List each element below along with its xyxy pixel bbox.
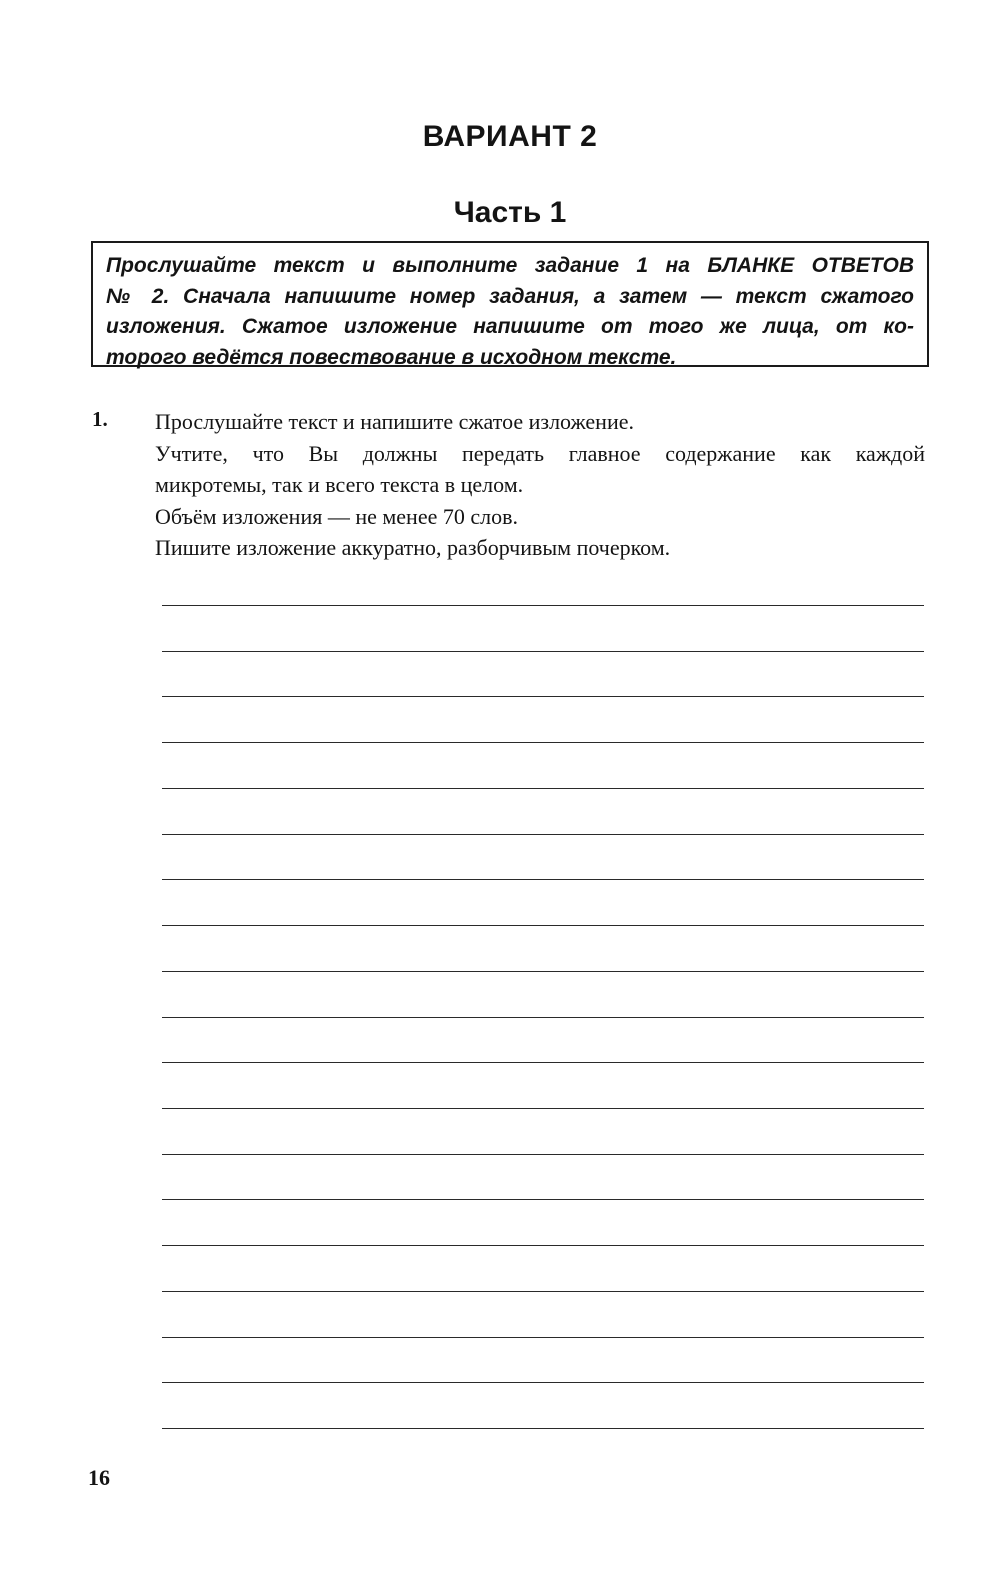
answer-line[interactable] [162,742,924,743]
answer-line[interactable] [162,1154,924,1155]
instruction-line: торого ведётся повествование в исходном тексте. [106,345,677,369]
answer-line[interactable] [162,879,924,880]
answer-line[interactable] [162,1245,924,1246]
answer-line[interactable] [162,605,924,606]
answer-line[interactable] [162,788,924,789]
answer-line[interactable] [162,1108,924,1109]
task-line: Учтите, что Вы должны передать главное содержание как каждой [155,440,925,466]
instruction-line: Прослушайте текст и выполните задание 1 на БЛАНКЕ ОТВЕТОВ [106,254,914,277]
answer-line[interactable] [162,1199,924,1200]
answer-line[interactable] [162,1428,924,1429]
answer-line[interactable] [162,1337,924,1338]
task-line: Прослушайте текст и напишите сжатое изложение. [155,409,634,434]
task-line: Объём изложения — не менее 70 слов. [155,503,518,529]
variant-title: ВАРИАНТ 2 [422,120,598,153]
task-line: Пишите изложение аккуратно, разборчивым почерком. [155,535,671,560]
answer-line[interactable] [162,971,924,972]
answer-writing-area[interactable] [162,0,924,1571]
part-title: Часть 1 [453,196,567,229]
answer-line[interactable] [162,1017,924,1018]
task-line: микротемы, так и всего текста в целом. [155,472,524,497]
page-number: 16 [88,1465,110,1490]
instruction-line: № 2. Сначала напишите номер задания, а затем — текст сжатого [106,284,914,308]
answer-line[interactable] [162,834,924,835]
answer-line[interactable] [162,1291,924,1292]
answer-line[interactable] [162,1382,924,1383]
answer-line[interactable] [162,1062,924,1063]
instruction-line: изложения. Сжатое изложение напишите от того же лица, от ко- [106,315,914,338]
answer-line[interactable] [162,925,924,926]
task-number: 1. [92,407,108,431]
answer-line[interactable] [162,696,924,697]
answer-line[interactable] [162,651,924,652]
